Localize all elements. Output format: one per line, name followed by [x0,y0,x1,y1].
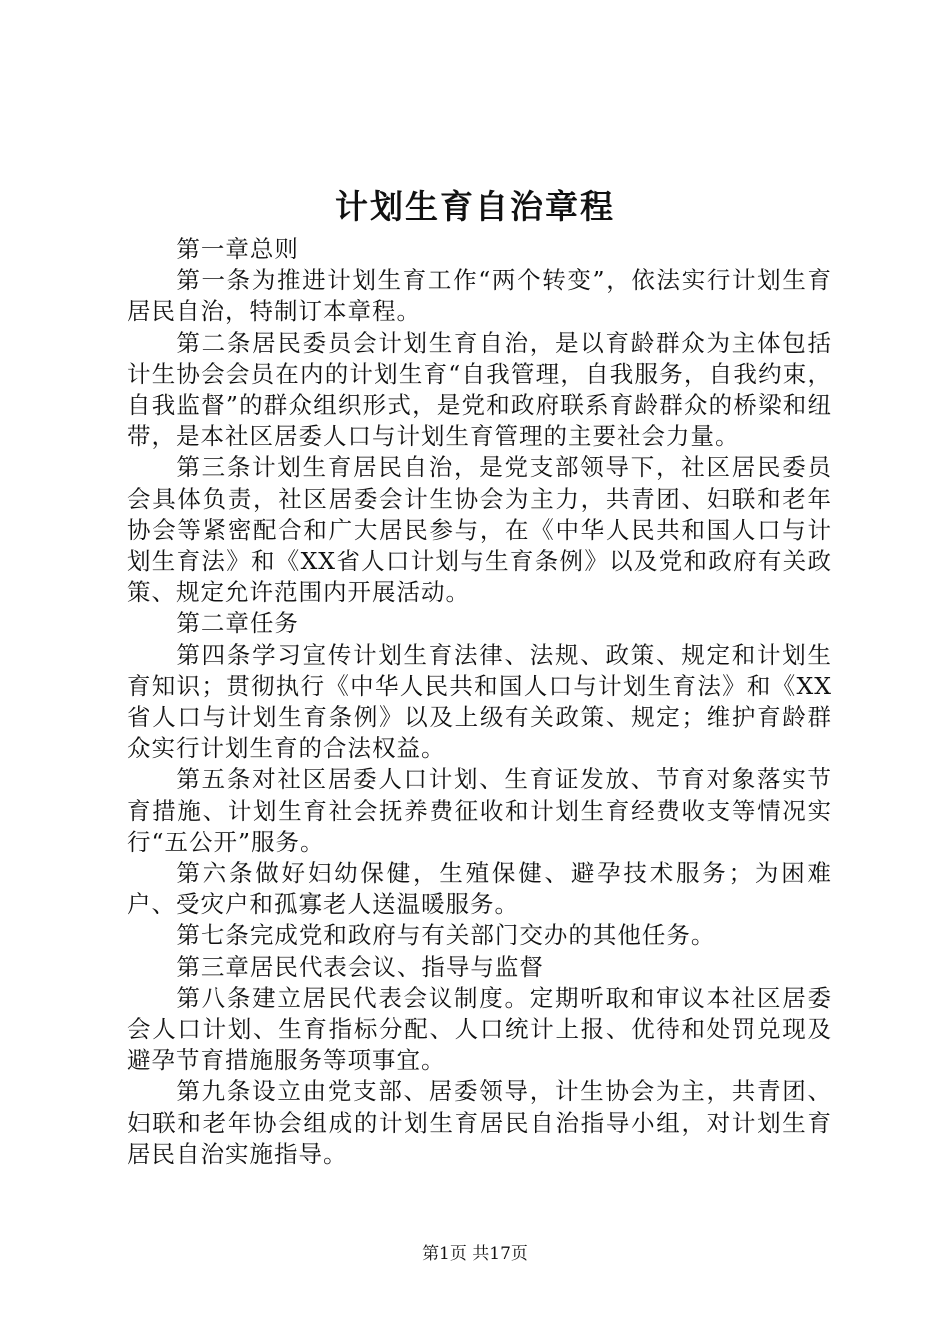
document-title: 计划生育自治章程 [335,187,615,226]
article-paragraph: 第八条建立居民代表会议制度。定期听取和审议本社区居委会人口计划、生育指标分配、人口统计上报、优待和处罚兑现及避孕节育措施服务等项事宜。 [127,983,832,1075]
document-body [127,234,832,1170]
article-paragraph: 第四条学习宣传计划生育法律、法规、政策、规定和计划生育知识；贯彻执行《中华人民共和国人口与计划生育法》和《XX省人口与计划生育条例》以及上级有关政策、规定；维护育龄群众实行计划生育的合法权益。 [127,640,832,763]
chapter-heading: 第一章总则 [176,235,299,263]
article-paragraph: 第七条完成党和政府与有关部门交办的其他任务。 [176,921,716,950]
article-paragraph: 第二条居民委员会计划生育自治，是以育龄群众为主体包括计生协会会员在内的计划生育“自我管理，自我服务，自我约束，自我监督”的群众组织形式，是党和政府联系育龄群众的桥梁和纽带，是本社区居委人口与计划生育管理的主要社会力量。 [127,328,832,451]
chapter-heading: 第二章任务 [176,609,299,638]
article-paragraph: 第一条为推进计划生育工作“两个转变”，依法实行计划生育居民自治，特制订本章程。 [127,266,832,326]
article-paragraph: 第九条设立由党支部、居委领导，计生协会为主，共青团、妇联和老年协会组成的计划生育居民自治指导小组，对计划生育居民自治实施指导。 [127,1077,832,1168]
chapter-heading: 第三章居民代表会议、指导与监督 [176,952,544,981]
article-paragraph: 第六条做好妇幼保健，生殖保健、避孕技术服务；为困难户、受灾户和孤寡老人送温暖服务。 [127,859,832,919]
article-paragraph: 第五条对社区居委人口计划、生育证发放、节育对象落实节育措施、计划生育社会抚养费征收和计划生育经费收支等情况实行“五公开”服务。 [127,765,832,856]
page-number-footer: 第1页 共17页 [422,1244,528,1264]
article-paragraph: 第三条计划生育居民自治，是党支部领导下，社区居民委员会具体负责，社区居委会计生协会为主力，共青团、妇联和老年协会等紧密配合和广大居民参与，在《中华人民共和国人口与计划生育法》和《XX省人口计划与生育条例》以及党和政府有关政策、规定允许范围内开展活动。 [127,453,832,607]
